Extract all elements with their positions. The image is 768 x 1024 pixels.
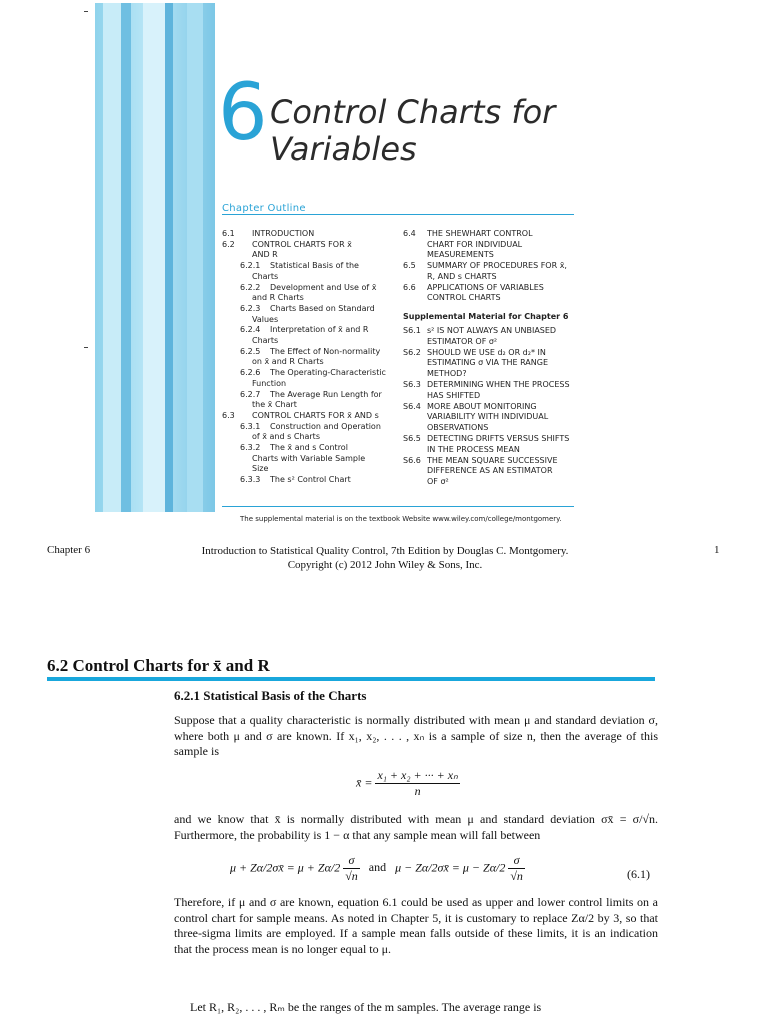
outline-item-number: 6.2.1	[240, 261, 261, 271]
supplemental-note: The supplemental material is on the textbook Website www.wiley.com/college/montgomery.	[240, 515, 562, 523]
outline-item-text: Charts	[252, 271, 279, 281]
paragraph-distribution: and we know that x̄ is normally distributed with mean μ and standard deviation σx̄ = σ/√n. Furthermore, the probability is 1 − α that any sample mean will fall between	[174, 812, 658, 842]
outline-item-text: R, AND s CHARTS	[427, 271, 497, 281]
margin-tick	[84, 347, 88, 348]
chapter-title-line1: Control Charts for	[270, 93, 556, 131]
outline-item-number: S6.2	[403, 347, 421, 357]
outline-item-text: The Average Run Length for	[270, 389, 382, 399]
outline-item-number: 6.2	[222, 239, 235, 249]
outline-item	[222, 475, 402, 486]
outline-item-text: The s² Control Chart	[270, 475, 351, 485]
equation-lower: μ − Zα/2σx̄ = μ − Zα/2	[395, 860, 506, 875]
outline-bottom-divider	[222, 506, 574, 507]
outline-item	[403, 250, 577, 261]
outline-item-number: 6.3.3	[240, 475, 261, 485]
outline-item-text: OF σ²	[427, 477, 449, 487]
outline-item	[403, 261, 577, 272]
outline-item	[403, 434, 577, 445]
outline-item	[403, 412, 577, 423]
footer-title-line1: Introduction to Statistical Quality Control, 7th Edition by Douglas C. Montgomery.	[201, 545, 569, 557]
outline-item-number: S6.1	[403, 326, 421, 335]
outline-item-text: Construction and Operation	[270, 421, 381, 431]
outline-item	[222, 272, 402, 283]
outline-item	[403, 358, 577, 369]
chapter-title	[270, 94, 570, 168]
outline-item-text: Size	[252, 464, 269, 474]
outline-item-text: IN THE PROCESS MEAN	[427, 444, 520, 454]
outline-item	[222, 336, 402, 347]
outline-item	[222, 304, 402, 315]
outline-item-text: Charts	[252, 336, 279, 345]
outline-item-text: DETECTING DRIFTS VERSUS SHIFTS	[427, 434, 570, 443]
chapter-title-line2: Variables	[270, 130, 417, 168]
outline-item-text: APPLICATIONS OF VARIABLES	[427, 282, 544, 292]
outline-item	[403, 348, 577, 359]
outline-item-number: 6.5	[403, 261, 416, 271]
subsection-title: 6.2.1 Statistical Basis of the Charts	[174, 688, 367, 703]
outline-item-number: 6.2.5	[240, 346, 261, 356]
outline-item-text: CHART FOR INDIVIDUAL	[427, 239, 523, 249]
equation-denominator: √n	[345, 869, 358, 883]
outline-item	[403, 380, 577, 391]
outline-item-text: MORE ABOUT MONITORING	[427, 401, 537, 411]
outline-item	[222, 464, 402, 475]
outline-item-text: Function	[252, 378, 287, 388]
outline-item	[403, 293, 577, 304]
paragraph-ranges: Let R₁, R₂, . . . , Rₘ be the ranges of the m samples. The average range is	[190, 1000, 542, 1014]
outline-item	[222, 368, 402, 379]
outline-item-text: THE SHEWHART CONTROL	[427, 229, 533, 238]
outline-item	[222, 432, 402, 443]
outline-item	[222, 357, 402, 368]
outline-item	[403, 456, 577, 467]
outline-item-text: INTRODUCTION	[252, 229, 315, 238]
outline-item-number: 6.6	[403, 282, 416, 292]
outline-item-number: 6.2.4	[240, 325, 261, 335]
outline-item	[403, 445, 577, 456]
equation-denominator: n	[414, 784, 421, 798]
outline-item-text: DETERMINING WHEN THE PROCESS	[427, 380, 570, 389]
outline-item	[222, 422, 402, 433]
outline-item-text: The x̄ and s Control	[270, 443, 348, 452]
outline-item	[403, 326, 577, 337]
outline-item	[403, 369, 577, 380]
outline-item	[403, 272, 577, 283]
outline-item-text: The Operating-Characteristic	[270, 368, 386, 378]
outline-divider	[222, 214, 574, 215]
outline-item	[403, 423, 577, 434]
outline-item	[403, 477, 577, 488]
outline-item-number: 6.3	[222, 410, 235, 420]
outline-heading: Chapter Outline	[222, 203, 306, 214]
chapter-number: 6	[218, 68, 268, 158]
outline-item-number: S6.6	[403, 455, 421, 465]
equation-numerator: σ	[343, 853, 360, 869]
outline-item	[222, 325, 402, 336]
outline-item	[222, 240, 402, 251]
outline-item-text: HAS SHIFTED	[427, 390, 481, 400]
outline-item-text: DIFFERENCE AS AN ESTIMATOR	[427, 466, 553, 476]
outline-item-text: Charts with Variable Sample	[252, 453, 366, 463]
margin-tick	[84, 11, 88, 12]
outline-item-text: Interpretation of x̄ and R	[270, 325, 369, 335]
outline-item-text: Development and Use of x̄	[270, 282, 377, 292]
outline-item-number: 6.1	[222, 229, 235, 238]
equation-fraction	[375, 768, 459, 799]
outline-item	[222, 411, 402, 422]
outline-item-text: and R Charts	[252, 293, 304, 303]
outline-item-text: SHOULD WE USE d₂ OR d₂* IN	[427, 347, 546, 357]
outline-item	[222, 390, 402, 401]
outline-item	[222, 379, 402, 390]
outline-item	[222, 400, 402, 411]
outline-item-text: Charts Based on Standard	[270, 303, 375, 313]
outline-item-text: METHOD?	[427, 369, 467, 379]
section-divider	[47, 677, 655, 681]
outline-item-text: SUMMARY OF PROCEDURES FOR x̄,	[427, 261, 567, 271]
outline-item	[222, 315, 402, 326]
outline-item-text: s² IS NOT ALWAYS AN UNBIASED	[427, 326, 557, 335]
outline-item-text: of x̄ and s Charts	[252, 432, 320, 442]
equation-numerator: σ	[508, 853, 525, 869]
outline-item-number: S6.5	[403, 434, 421, 443]
equation-sample-mean	[356, 768, 460, 799]
outline-item	[222, 454, 402, 465]
outline-item-text: Statistical Basis of the	[270, 261, 359, 271]
paragraph-intro: Suppose that a quality characteristic is normally distributed with mean μ and standard deviation σ, where both μ and σ are known. If x₁, x₂, . . . , xₙ is a sample of size n, then the average of this sample is	[174, 713, 658, 758]
equation-denominator: √n	[510, 869, 523, 883]
equation-lhs: x̄ =	[356, 775, 373, 790]
chapter-cover-image	[95, 3, 215, 512]
outline-item-number: 6.2.7	[240, 389, 261, 399]
footer-title-line2: Copyright (c) 2012 John Wiley & Sons, Inc.	[287, 559, 483, 571]
outline-item-number: 6.3.1	[240, 421, 261, 431]
outline-item-number: S6.4	[403, 401, 421, 411]
equation-upper: μ + Zα/2σx̄ = μ + Zα/2	[230, 860, 341, 875]
outline-item-text: CONTROL CHARTS	[427, 293, 501, 303]
outline-item-text: OBSERVATIONS	[427, 423, 489, 433]
outline-item	[403, 391, 577, 402]
outline-item-text: on x̄ and R Charts	[252, 357, 324, 367]
outline-item-text: The Effect of Non-normality	[270, 346, 381, 356]
outline-item	[222, 443, 402, 454]
outline-item-text: THE MEAN SQUARE SUCCESSIVE	[427, 455, 558, 465]
paragraph-control-limits: Therefore, if μ and σ are known, equation 6.1 could be used as upper and lower control limits on a control chart for sample means. As noted in Chapter 5, it is customary to replace Zα/2 by 3, so that three-sigma limits are employed. If a sample mean falls outside of these limits, it is an indication that the process mean is no longer equal to μ.	[174, 895, 658, 956]
equation-number: (6.1)	[627, 867, 650, 881]
outline-item-number: 6.4	[403, 229, 416, 238]
footer-chapter: Chapter 6	[47, 544, 91, 556]
footer-title	[170, 544, 600, 572]
equation-and: and	[368, 860, 387, 875]
outline-item	[403, 466, 577, 477]
section-title: 6.2 Control Charts for x̄ and R	[47, 656, 270, 675]
outline-item	[222, 229, 402, 240]
outline-item	[222, 347, 402, 358]
outline-item	[403, 402, 577, 413]
outline-item-text: AND R	[252, 250, 278, 260]
outline-item	[403, 240, 577, 251]
outline-item-text: Values	[252, 314, 279, 324]
equation-fraction	[343, 853, 360, 884]
outline-item	[222, 283, 402, 294]
outline-item	[222, 293, 402, 304]
outline-item	[403, 283, 577, 294]
outline-item-text: ESTIMATING σ VIA THE RANGE	[427, 358, 549, 368]
equation-fraction	[508, 853, 525, 884]
equation-limits	[230, 853, 525, 884]
footer-page-number: 1	[714, 544, 720, 556]
supplemental-heading: Supplemental Material for Chapter 6	[403, 312, 569, 321]
outline-item	[222, 261, 402, 272]
outline-item-text: the x̄ Chart	[252, 400, 297, 410]
outline-item-number: 6.2.2	[240, 282, 261, 292]
outline-item-number: 6.2.6	[240, 368, 261, 378]
outline-item-text: MEASUREMENTS	[427, 250, 494, 260]
outline-item-number: 6.3.2	[240, 443, 261, 452]
equation-numerator: x₁ + x₂ + ··· + xₙ	[377, 768, 458, 782]
outline-item-number: S6.3	[403, 380, 421, 389]
outline-item	[403, 337, 577, 348]
outline-item	[403, 229, 577, 240]
outline-item	[222, 250, 402, 261]
outline-item-text: ESTIMATOR OF σ²	[427, 336, 498, 346]
outline-item-text: CONTROL CHARTS FOR x̄ AND s	[252, 410, 379, 420]
outline-item-text: CONTROL CHARTS FOR x̄	[252, 239, 352, 249]
outline-item-text: VARIABILITY WITH INDIVIDUAL	[427, 412, 549, 422]
outline-item-number: 6.2.3	[240, 303, 261, 313]
